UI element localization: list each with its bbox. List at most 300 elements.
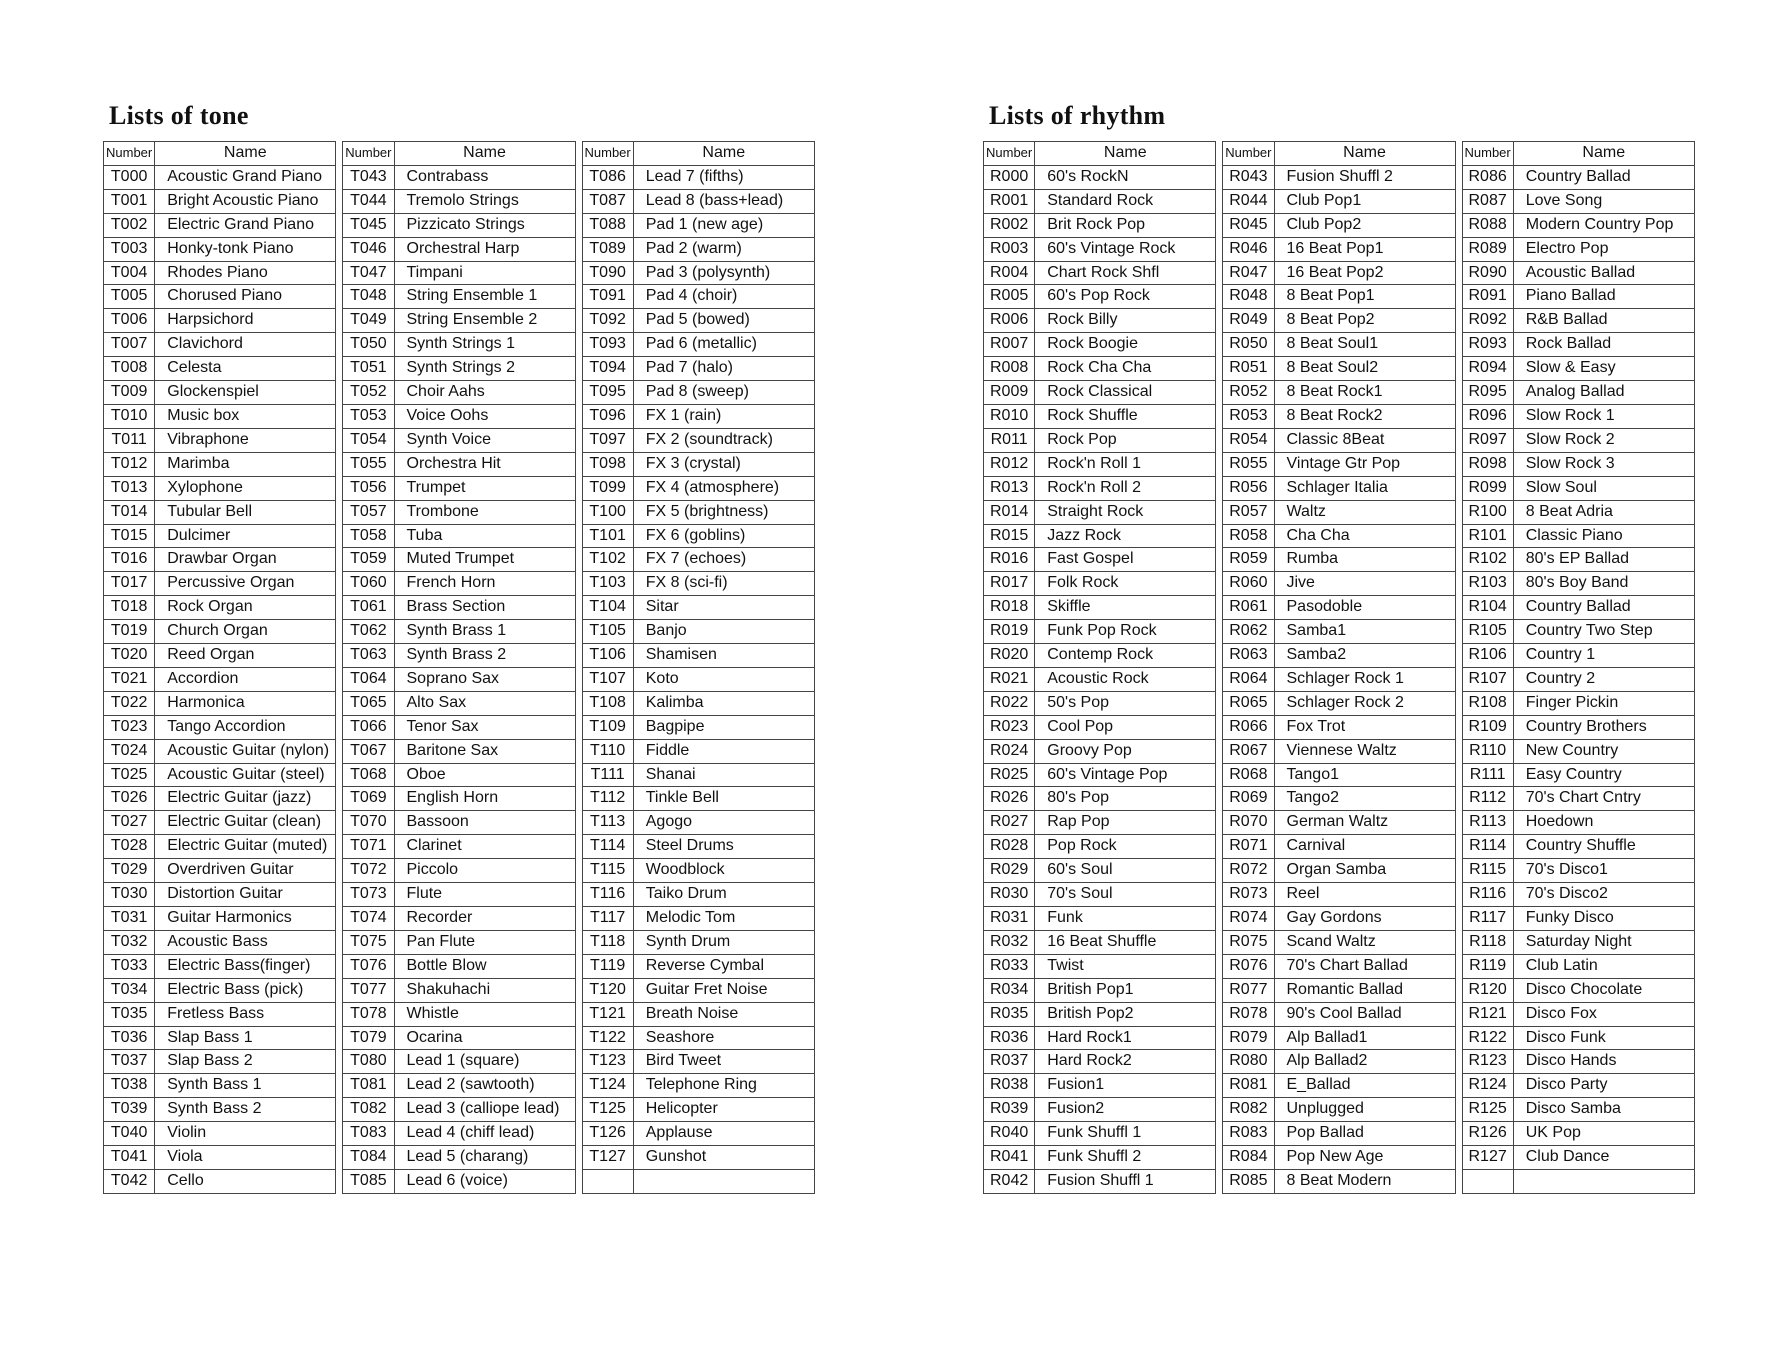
number-cell: T102 — [582, 548, 633, 572]
table-row — [1223, 978, 1455, 1002]
name-cell: Pop New Age — [1274, 1146, 1455, 1170]
number-cell: R095 — [1462, 381, 1513, 405]
number-cell: T103 — [582, 572, 633, 596]
name-cell: Flute — [394, 883, 575, 907]
name-cell: 60's Vintage Pop — [1035, 763, 1216, 787]
name-cell: Love Song — [1513, 189, 1694, 213]
number-column-header: Number — [984, 142, 1035, 166]
name-cell: Jazz Rock — [1035, 524, 1216, 548]
table-row — [1223, 1098, 1455, 1122]
name-cell: FX 1 (rain) — [633, 404, 814, 428]
table-row — [582, 1146, 814, 1170]
number-column-header: Number — [582, 142, 633, 166]
number-cell: T087 — [582, 189, 633, 213]
number-cell: R063 — [1223, 644, 1274, 668]
table-row — [1462, 237, 1694, 261]
table-row — [984, 572, 1216, 596]
table-row — [1223, 954, 1455, 978]
table-row — [104, 1146, 336, 1170]
name-cell: Contrabass — [394, 165, 575, 189]
number-cell: T120 — [582, 978, 633, 1002]
name-cell: Synth Bass 1 — [155, 1074, 336, 1098]
name-cell: Slow Rock 3 — [1513, 452, 1694, 476]
name-cell: Tubular Bell — [155, 500, 336, 524]
name-cell: Pasodoble — [1274, 596, 1455, 620]
number-cell: R024 — [984, 739, 1035, 763]
name-column-header: Name — [1274, 142, 1455, 166]
number-cell: T032 — [104, 930, 155, 954]
table-row — [1223, 691, 1455, 715]
number-cell: T064 — [343, 667, 394, 691]
number-cell: T058 — [343, 524, 394, 548]
number-cell: T125 — [582, 1098, 633, 1122]
table-row — [984, 787, 1216, 811]
number-cell: T009 — [104, 381, 155, 405]
number-cell: T073 — [343, 883, 394, 907]
table-row — [343, 165, 575, 189]
number-cell: T047 — [343, 261, 394, 285]
table-row — [1223, 763, 1455, 787]
number-column-header: Number — [1462, 142, 1513, 166]
number-cell: R030 — [984, 883, 1035, 907]
name-cell: Electric Guitar (muted) — [155, 835, 336, 859]
table-row — [1462, 500, 1694, 524]
number-cell: T091 — [582, 285, 633, 309]
table-row — [104, 476, 336, 500]
number-cell: T093 — [582, 333, 633, 357]
name-cell: FX 8 (sci-fi) — [633, 572, 814, 596]
name-cell: Bird Tweet — [633, 1050, 814, 1074]
number-cell: T127 — [582, 1146, 633, 1170]
name-cell: Rock Billy — [1035, 309, 1216, 333]
number-cell: R048 — [1223, 285, 1274, 309]
number-cell: T081 — [343, 1074, 394, 1098]
name-cell: Samba1 — [1274, 620, 1455, 644]
number-cell: T022 — [104, 691, 155, 715]
name-cell: Skiffle — [1035, 596, 1216, 620]
number-cell: T119 — [582, 954, 633, 978]
table-row — [343, 691, 575, 715]
number-cell: T052 — [343, 381, 394, 405]
number-cell: T008 — [104, 357, 155, 381]
table-row — [1223, 620, 1455, 644]
table-row — [582, 954, 814, 978]
name-cell: Pad 5 (bowed) — [633, 309, 814, 333]
number-cell: R109 — [1462, 715, 1513, 739]
number-cell: R027 — [984, 811, 1035, 835]
number-cell: R108 — [1462, 691, 1513, 715]
name-cell: Acoustic Guitar (steel) — [155, 763, 336, 787]
table-row — [1462, 978, 1694, 1002]
name-cell: Country Brothers — [1513, 715, 1694, 739]
name-cell — [1513, 1169, 1694, 1193]
name-cell: Slow Soul — [1513, 476, 1694, 500]
number-cell: T072 — [343, 859, 394, 883]
name-cell: Helicopter — [633, 1098, 814, 1122]
name-cell: Pop Ballad — [1274, 1122, 1455, 1146]
table-row — [343, 620, 575, 644]
number-cell: T000 — [104, 165, 155, 189]
name-cell: Classic 8Beat — [1274, 428, 1455, 452]
table-row — [582, 1050, 814, 1074]
name-cell: 50's Pop — [1035, 691, 1216, 715]
number-cell: R122 — [1462, 1026, 1513, 1050]
table-row — [343, 667, 575, 691]
table-row — [984, 620, 1216, 644]
name-cell: Groovy Pop — [1035, 739, 1216, 763]
number-cell: T109 — [582, 715, 633, 739]
number-cell: T050 — [343, 333, 394, 357]
table-row — [104, 1098, 336, 1122]
name-cell: 8 Beat Modern — [1274, 1169, 1455, 1193]
number-cell: R094 — [1462, 357, 1513, 381]
table-row — [1462, 524, 1694, 548]
table-row — [343, 978, 575, 1002]
number-cell: R116 — [1462, 883, 1513, 907]
number-cell: T046 — [343, 237, 394, 261]
number-cell: R101 — [1462, 524, 1513, 548]
number-cell: R021 — [984, 667, 1035, 691]
table-row — [1462, 452, 1694, 476]
tone-table — [103, 141, 336, 1194]
name-cell: Carnival — [1274, 835, 1455, 859]
number-cell: T066 — [343, 715, 394, 739]
name-cell: Schlager Rock 2 — [1274, 691, 1455, 715]
number-cell: R055 — [1223, 452, 1274, 476]
table-row — [1462, 213, 1694, 237]
name-cell: Timpani — [394, 261, 575, 285]
table-row — [1462, 1002, 1694, 1026]
name-cell: Slow Rock 1 — [1513, 404, 1694, 428]
name-cell: Alto Sax — [394, 691, 575, 715]
table-row — [984, 930, 1216, 954]
table-row — [1462, 811, 1694, 835]
table-row — [984, 1169, 1216, 1193]
number-cell: R037 — [984, 1050, 1035, 1074]
table-row — [1223, 907, 1455, 931]
number-cell: R034 — [984, 978, 1035, 1002]
number-cell: R017 — [984, 572, 1035, 596]
table-row — [104, 596, 336, 620]
table-row — [104, 954, 336, 978]
table-row — [1462, 835, 1694, 859]
table-row — [984, 811, 1216, 835]
table-row — [1462, 691, 1694, 715]
number-cell: R022 — [984, 691, 1035, 715]
name-cell: Lead 7 (fifths) — [633, 165, 814, 189]
table-row — [1462, 1026, 1694, 1050]
table-row — [582, 524, 814, 548]
number-cell: T005 — [104, 285, 155, 309]
name-cell: 8 Beat Rock1 — [1274, 381, 1455, 405]
number-cell: R047 — [1223, 261, 1274, 285]
name-column-header: Name — [394, 142, 575, 166]
table-row — [582, 572, 814, 596]
name-cell: Country Ballad — [1513, 165, 1694, 189]
name-cell: Waltz — [1274, 500, 1455, 524]
number-cell: R011 — [984, 428, 1035, 452]
table-row — [984, 333, 1216, 357]
number-cell: R018 — [984, 596, 1035, 620]
table-row — [104, 285, 336, 309]
table-row — [582, 883, 814, 907]
table-row — [104, 667, 336, 691]
number-cell: R060 — [1223, 572, 1274, 596]
number-cell: T126 — [582, 1122, 633, 1146]
name-cell: German Waltz — [1274, 811, 1455, 835]
name-cell: Agogo — [633, 811, 814, 835]
number-cell: R002 — [984, 213, 1035, 237]
name-cell: Cha Cha — [1274, 524, 1455, 548]
table-row — [343, 787, 575, 811]
table-row — [343, 452, 575, 476]
table-row — [104, 620, 336, 644]
table-row — [582, 309, 814, 333]
table-row — [1223, 165, 1455, 189]
name-cell: Pizzicato Strings — [394, 213, 575, 237]
table-row — [1462, 644, 1694, 668]
table-row — [343, 811, 575, 835]
number-cell: T090 — [582, 261, 633, 285]
number-cell: R007 — [984, 333, 1035, 357]
number-cell: R003 — [984, 237, 1035, 261]
number-cell: R054 — [1223, 428, 1274, 452]
name-cell: Rap Pop — [1035, 811, 1216, 835]
table-row — [582, 213, 814, 237]
number-cell: R010 — [984, 404, 1035, 428]
table-row — [984, 1074, 1216, 1098]
number-cell: R077 — [1223, 978, 1274, 1002]
name-cell: Choir Aahs — [394, 381, 575, 405]
table-row — [1223, 237, 1455, 261]
table-row — [984, 452, 1216, 476]
number-cell: R025 — [984, 763, 1035, 787]
number-cell: R020 — [984, 644, 1035, 668]
number-cell: T010 — [104, 404, 155, 428]
name-cell: Rock Pop — [1035, 428, 1216, 452]
table-row — [104, 404, 336, 428]
name-cell: Brass Section — [394, 596, 575, 620]
name-cell: E_Ballad — [1274, 1074, 1455, 1098]
name-cell: Pad 4 (choir) — [633, 285, 814, 309]
name-cell: Funky Disco — [1513, 907, 1694, 931]
number-cell: R089 — [1462, 237, 1513, 261]
name-cell: Rock Classical — [1035, 381, 1216, 405]
number-column-header: Number — [1223, 142, 1274, 166]
number-cell: T021 — [104, 667, 155, 691]
number-cell: T096 — [582, 404, 633, 428]
number-cell: T039 — [104, 1098, 155, 1122]
name-cell: Trombone — [394, 500, 575, 524]
table-row — [1223, 189, 1455, 213]
table-row — [104, 452, 336, 476]
number-cell: T082 — [343, 1098, 394, 1122]
table-row — [343, 644, 575, 668]
name-cell: FX 6 (goblins) — [633, 524, 814, 548]
name-cell: Celesta — [155, 357, 336, 381]
table-row — [582, 835, 814, 859]
table-row — [343, 715, 575, 739]
number-cell: R117 — [1462, 907, 1513, 931]
number-cell: R014 — [984, 500, 1035, 524]
number-cell: T124 — [582, 1074, 633, 1098]
name-cell: 8 Beat Soul2 — [1274, 357, 1455, 381]
table-row — [104, 524, 336, 548]
number-cell: R026 — [984, 787, 1035, 811]
table-row — [984, 381, 1216, 405]
table-row — [1223, 930, 1455, 954]
number-cell: R066 — [1223, 715, 1274, 739]
table-row — [104, 500, 336, 524]
name-cell: Country Two Step — [1513, 620, 1694, 644]
table-row — [1462, 787, 1694, 811]
table-row — [1223, 787, 1455, 811]
table-row — [104, 835, 336, 859]
number-cell: T028 — [104, 835, 155, 859]
name-cell: Lead 4 (chiff lead) — [394, 1122, 575, 1146]
name-cell: Rock'n Roll 2 — [1035, 476, 1216, 500]
table-row — [984, 859, 1216, 883]
number-cell: T071 — [343, 835, 394, 859]
number-cell: T024 — [104, 739, 155, 763]
name-cell: 80's Boy Band — [1513, 572, 1694, 596]
name-cell: String Ensemble 1 — [394, 285, 575, 309]
name-cell: Pad 7 (halo) — [633, 357, 814, 381]
table-row — [343, 954, 575, 978]
name-cell: Lead 8 (bass+lead) — [633, 189, 814, 213]
name-cell: Distortion Guitar — [155, 883, 336, 907]
table-header-row — [104, 142, 336, 166]
table-row — [1223, 715, 1455, 739]
name-cell: Shakuhachi — [394, 978, 575, 1002]
number-cell: R072 — [1223, 859, 1274, 883]
table-row — [1223, 667, 1455, 691]
name-cell: Dulcimer — [155, 524, 336, 548]
table-row — [984, 883, 1216, 907]
number-cell: T007 — [104, 333, 155, 357]
name-column-header: Name — [155, 142, 336, 166]
name-cell: Fiddle — [633, 739, 814, 763]
number-cell: T117 — [582, 907, 633, 931]
name-cell: Voice Oohs — [394, 404, 575, 428]
number-cell: R039 — [984, 1098, 1035, 1122]
name-cell: Synth Strings 2 — [394, 357, 575, 381]
table-row — [104, 572, 336, 596]
number-cell: T054 — [343, 428, 394, 452]
number-cell: R076 — [1223, 954, 1274, 978]
name-cell: Tango1 — [1274, 763, 1455, 787]
name-cell: Straight Rock — [1035, 500, 1216, 524]
number-cell: R096 — [1462, 404, 1513, 428]
table-row — [582, 1074, 814, 1098]
number-cell: R127 — [1462, 1146, 1513, 1170]
number-cell: R029 — [984, 859, 1035, 883]
name-cell: Samba2 — [1274, 644, 1455, 668]
name-cell: Honky-tonk Piano — [155, 237, 336, 261]
number-cell: R099 — [1462, 476, 1513, 500]
number-cell: T016 — [104, 548, 155, 572]
table-row — [1223, 548, 1455, 572]
name-cell: Recorder — [394, 907, 575, 931]
number-cell: T100 — [582, 500, 633, 524]
table-row — [343, 739, 575, 763]
name-cell: Overdriven Guitar — [155, 859, 336, 883]
name-cell: Acoustic Ballad — [1513, 261, 1694, 285]
number-cell: T092 — [582, 309, 633, 333]
number-cell: T015 — [104, 524, 155, 548]
name-cell: Soprano Sax — [394, 667, 575, 691]
table-row — [582, 381, 814, 405]
name-cell: Tango Accordion — [155, 715, 336, 739]
name-cell: FX 3 (crystal) — [633, 452, 814, 476]
number-cell: R040 — [984, 1122, 1035, 1146]
name-cell: 70's Chart Ballad — [1274, 954, 1455, 978]
name-cell: 70's Chart Cntry — [1513, 787, 1694, 811]
table-row — [104, 787, 336, 811]
name-cell: Piano Ballad — [1513, 285, 1694, 309]
table-row — [582, 907, 814, 931]
name-cell: Electric Bass(finger) — [155, 954, 336, 978]
table-row — [343, 500, 575, 524]
number-cell: R035 — [984, 1002, 1035, 1026]
table-row — [984, 978, 1216, 1002]
name-cell: Acoustic Bass — [155, 930, 336, 954]
table-row — [582, 644, 814, 668]
number-cell: R008 — [984, 357, 1035, 381]
table-row — [1223, 261, 1455, 285]
number-cell: T080 — [343, 1050, 394, 1074]
number-cell: R104 — [1462, 596, 1513, 620]
name-cell: Lead 6 (voice) — [394, 1169, 575, 1193]
number-cell: T020 — [104, 644, 155, 668]
number-cell: R114 — [1462, 835, 1513, 859]
name-cell: Disco Chocolate — [1513, 978, 1694, 1002]
name-cell: Orchestral Harp — [394, 237, 575, 261]
table-row — [343, 835, 575, 859]
name-cell: Club Pop1 — [1274, 189, 1455, 213]
table-row — [1462, 428, 1694, 452]
number-cell: R106 — [1462, 644, 1513, 668]
table-row — [104, 930, 336, 954]
name-cell: Romantic Ballad — [1274, 978, 1455, 1002]
table-row — [984, 1122, 1216, 1146]
table-row — [104, 739, 336, 763]
number-cell: T001 — [104, 189, 155, 213]
name-cell: Synth Brass 1 — [394, 620, 575, 644]
table-row — [343, 1002, 575, 1026]
number-cell: R098 — [1462, 452, 1513, 476]
number-cell: T097 — [582, 428, 633, 452]
table-row — [1462, 165, 1694, 189]
name-cell: Fox Trot — [1274, 715, 1455, 739]
number-cell: R080 — [1223, 1050, 1274, 1074]
number-cell: T098 — [582, 452, 633, 476]
table-row — [104, 644, 336, 668]
number-column-header: Number — [104, 142, 155, 166]
number-cell: T025 — [104, 763, 155, 787]
name-cell: Funk — [1035, 907, 1216, 931]
table-row — [343, 763, 575, 787]
name-cell: 8 Beat Pop2 — [1274, 309, 1455, 333]
table-row — [984, 165, 1216, 189]
name-cell: Tango2 — [1274, 787, 1455, 811]
name-cell: Lead 1 (square) — [394, 1050, 575, 1074]
table-row — [104, 691, 336, 715]
name-cell: Hard Rock2 — [1035, 1050, 1216, 1074]
number-cell: R012 — [984, 452, 1035, 476]
table-row — [984, 261, 1216, 285]
number-cell: T055 — [343, 452, 394, 476]
